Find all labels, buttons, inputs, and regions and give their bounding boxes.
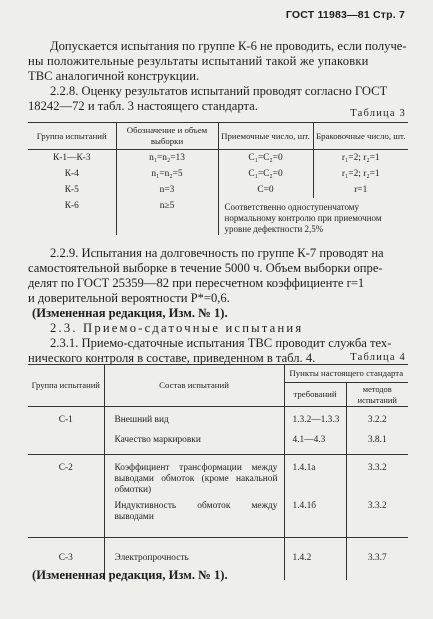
table4-header-group: Группа испытаний — [28, 365, 104, 407]
table4-req-ref: 4.1—4.3 — [284, 426, 346, 455]
table4-method-ref: 3.8.1 — [346, 426, 408, 455]
table4-test-desc: Электропрочность — [104, 538, 284, 581]
table4-test-desc: Качество маркировки — [104, 426, 284, 455]
table-row — [28, 426, 408, 455]
table3 — [28, 122, 408, 235]
table4-test-desc: Внешний вид — [104, 407, 284, 427]
table-cell: r=1 — [313, 182, 408, 198]
table4-method-ref: 3.3.2 — [346, 496, 408, 538]
table4-header-composition: Состав испытаний — [104, 365, 284, 407]
table-cell: r₁=2; r₂=1 — [313, 150, 408, 167]
table3-row — [28, 198, 408, 235]
amendment-note-1: (Измененная редакция, Изм. № 1). — [32, 306, 228, 320]
para2-line2: 18242—72 и табл. 3 настоящего стандарта. — [28, 99, 258, 113]
para1-line1: Допускается испытания по группе К-6 не проводить, если получе- — [50, 39, 407, 53]
table-row — [28, 496, 408, 538]
table4-group-name: С-1 — [28, 407, 104, 427]
table-row — [28, 455, 408, 497]
table-cell: n₁=n₂=5 — [116, 166, 218, 182]
table3-row — [28, 182, 408, 198]
para4-line2: нического контроля в составе, приведенном в табл. 4. — [28, 351, 316, 365]
table3-row — [28, 166, 408, 182]
table-cell: n=3 — [116, 182, 218, 198]
table3-header-sample: Обозначение и объем выборки — [116, 123, 218, 150]
table-cell: К-5 — [64, 185, 79, 195]
table-cell: К-4 — [64, 169, 79, 179]
page-header: ГОСТ 11983—81 Стр. 7 — [285, 9, 405, 21]
table-cell: C₁=C₂=0 — [218, 150, 313, 167]
table3-header-group: Группа испытаний — [28, 123, 116, 150]
table4-header-requirements: требований — [284, 383, 346, 407]
table4-method-ref: 3.3.2 — [346, 455, 408, 497]
table-cell: К-6 — [64, 201, 79, 211]
table4-method-ref: 3.3.7 — [346, 538, 408, 581]
para1-line3: ТВС аналогичной конструкции. — [28, 69, 200, 83]
table4-req-ref: 1.3.2—1.3.3 — [284, 407, 346, 427]
table4-group-name: С-3 — [28, 538, 104, 581]
table3-caption: Таблица 3 — [350, 108, 406, 119]
para4-line1: 2.3.1. Приемо-сдаточные испытания ТВС проводит служба тех- — [50, 336, 392, 350]
table-cell: n₁=n₂=13 — [116, 150, 218, 167]
table-cell: r₁=2; r₂=1 — [313, 166, 408, 182]
table4-header-methods: методов испытаний — [346, 383, 408, 407]
table4-test-desc: Коэффициент трансформации между выводами обмоток (кроме накальной обмотки) — [104, 455, 284, 497]
table-cell: К-1—К-3 — [53, 153, 91, 163]
table4-header-items: Пункты настоящего стандарта — [284, 365, 408, 383]
para3-line2: самостоятельной выборке в течение 5000 ч. Объем выборки опре- — [28, 261, 383, 275]
table4-req-ref: 1.4.1а — [284, 455, 346, 497]
para2-line1: 2.2.8. Оценку результатов испытаний проводят согласно ГОСТ — [50, 84, 388, 98]
para3-line3: делят по ГОСТ 25359—82 при пересчетном коэффициенте r=1 — [28, 276, 365, 290]
table-row — [28, 407, 408, 427]
para1-line2: ны положительные результаты испытаний такой же упаковки — [28, 54, 369, 68]
para3-line1: 2.2.9. Испытания на долговечность по группе К-7 проводят на — [50, 246, 384, 260]
table4-caption: Таблица 4 — [350, 352, 406, 363]
table4-req-ref: 1.4.1б — [284, 496, 346, 538]
table3-header-accept: Приемочные число, шт. — [218, 123, 313, 150]
table-cell: n≥5 — [116, 198, 218, 235]
table3-row — [28, 150, 408, 167]
table-cell: C=0 — [218, 182, 313, 198]
table4 — [28, 364, 408, 580]
section-title: 2.3. Приемо-сдаточные испытания — [50, 321, 304, 335]
amendment-note-2: (Измененная редакция, Изм. № 1). — [32, 568, 228, 582]
para3-line4: и доверительной вероятности P*=0,6. — [28, 291, 230, 305]
table-cell: C₁=C₂=0 — [218, 166, 313, 182]
table4-method-ref: 3.2.2 — [346, 407, 408, 427]
table3-note: Соответственно одноступенчатому нормальному контролю при приемочном уровне дефектности 2,5% — [218, 198, 408, 235]
table3-header-reject: Браковочные число, шт. — [313, 123, 408, 150]
table4-group-name: С-2 — [28, 455, 104, 497]
table4-test-desc: Индуктивность обмоток между выводами — [104, 496, 284, 538]
table4-req-ref: 1.4.2 — [284, 538, 346, 581]
